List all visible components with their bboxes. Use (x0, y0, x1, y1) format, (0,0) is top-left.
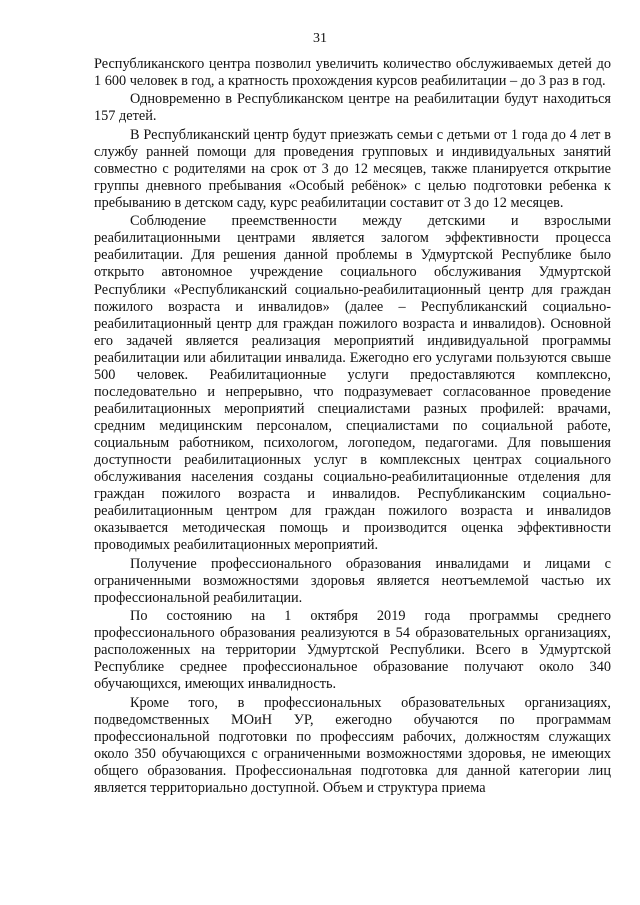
paragraph-professional-training: Кроме того, в профессиональных образовательных организациях, подведомственных МОиН УР, ежегодно обучаются по программам профессиональной подготовки по профессиям рабочих, должностям служащих около 350 обучающихся с ограниченными возможностями здоровья, не имеющих общего образования. Профессиональная подготовка для данной категории лиц является территориально доступной. Объем и структура приема (94, 694, 611, 796)
paragraph-rehabilitation-continuity: Соблюдение преемственности между детскими и взрослыми реабилитационными центрами является залогом эффективности процесса реабилитации. Для решения данной проблемы в Удмуртской Республике было открыто автономное учреждение социального обслуживания Удмуртской Республики «Республиканский социально-реабилитационный центр для граждан пожилого возраста и инвалидов» (далее – Республиканский социально-реабилитационный центр для граждан пожилого возраста и инвалидов). Основной его задачей является реализация мероприятий индивидуальной программы реабилитации или абилитации инвалида. Ежегодно его услугами пользуются свыше 500 человек. Реабилитационные услуги предоставляются комплексно, последовательно и непрерывно, что подразумевает согласованное проведение реабилитационных мероприятий специалистами разных профилей: врачами, средним медицинским персоналом, специалистами по социальной работе, социальным работником, психологом, логопедом, педагогами. Для повышения доступности реабилитационных услуг в комплексных центрах социального обслуживания населения созданы социально-реабилитационные отделения для граждан пожилого возраста и инвалидов. Республиканским социально-реабилитационным центром для граждан пожилого возраста и инвалидов оказывается методическая помощь и производится оценка эффективности проводимых реабилитационных мероприятий. (94, 213, 611, 554)
body-text (94, 56, 611, 798)
page-number: 31 (313, 31, 327, 46)
paragraph-early-help-service: В Республиканский центр будут приезжать семьи с детьми от 1 года до 4 лет в службу ранней помощи для проведения групповых и индивидуальных занятий совместно с родителями на срок от 3 до 12 месяцев, также планируется открытие группы дневного пребывания «Особый ребёнок» с целью подготовки ребенка к пребыванию в детском саду, курс реабилитации составит от 3 до 12 месяцев. (94, 126, 611, 211)
paragraph-vocational-programs: По состоянию на 1 октября 2019 года программы среднего профессионального образования реализуются в 54 образовательных организациях, расположенных на территории Удмуртской Республики. Всего в Удмуртской Республике среднее профессиональное образование получают около 340 обучающихся, имеющих инвалидность. (94, 607, 611, 693)
paragraph-professional-education: Получение профессионального образования инвалидами и лицами с ограниченными возможностями здоровья является неотъемлемой частью их профессиональной реабилитации. (94, 555, 611, 606)
paragraph-simultaneous-children: Одновременно в Республиканском центре на реабилитации будут находиться 157 детей. (94, 91, 611, 125)
paragraph-continuation: Республиканского центра позволил увеличить количество обслуживаемых детей до 1 600 человек в год, а кратность прохождения курсов реабилитации – до 3 раз в год. (94, 56, 611, 90)
